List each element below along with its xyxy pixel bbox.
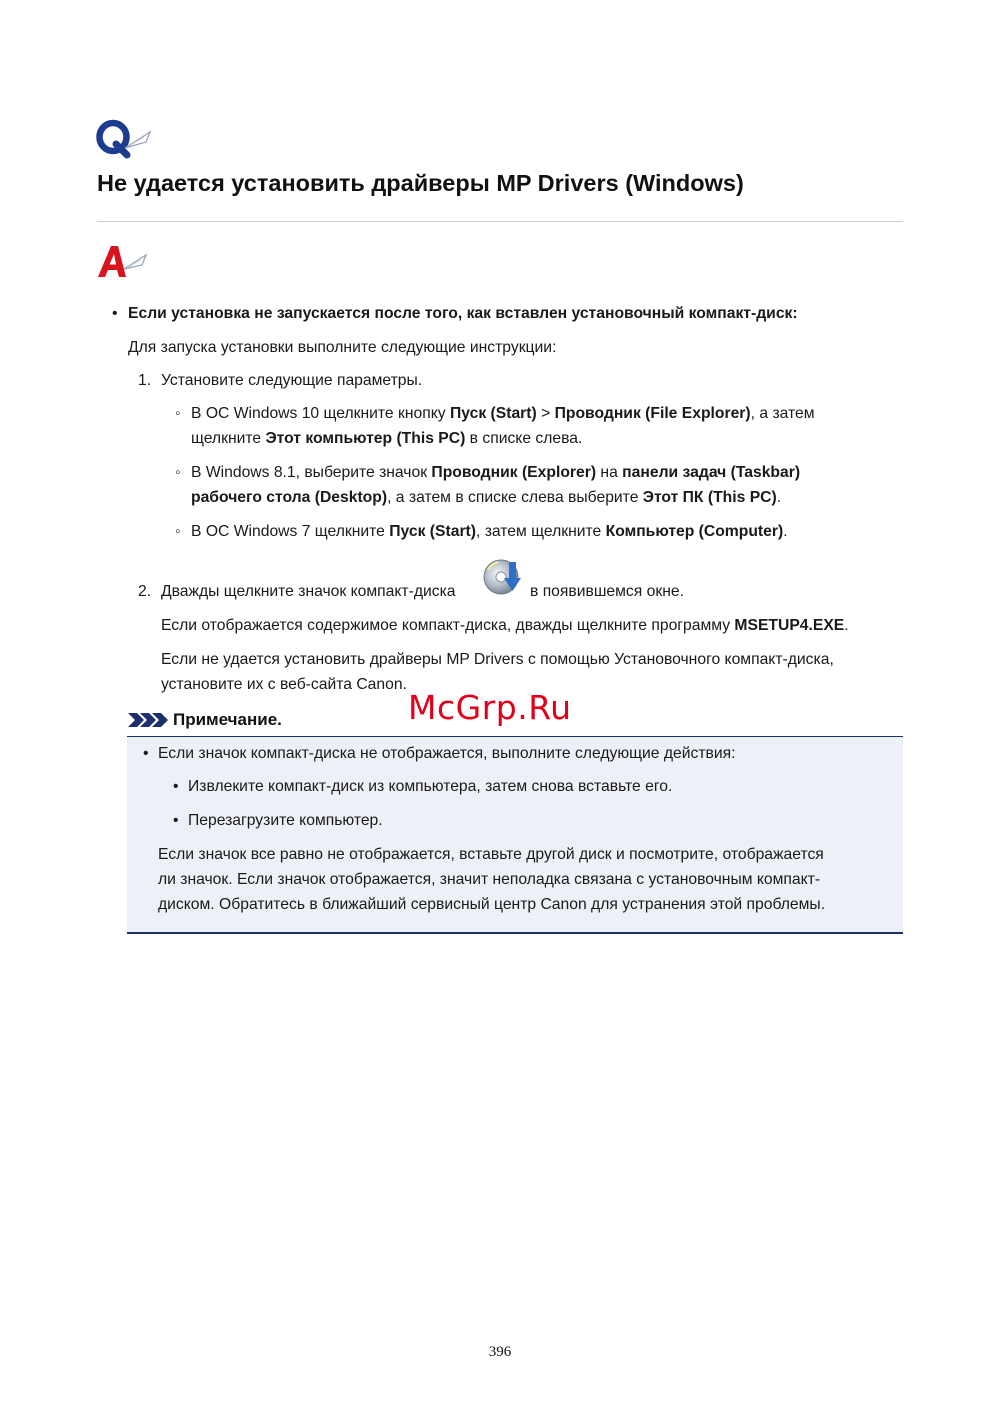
title-divider (97, 221, 903, 222)
note-bullet-mark: • (143, 745, 149, 762)
step2-text-before: Дважды щелкните значок компакт-диска (161, 583, 456, 600)
note-sub-bullet-mark: • (173, 778, 179, 795)
step1-sub3-line: В ОС Windows 7 щелкните Пуск (Start), затем щелкните Компьютер (Computer). (191, 523, 788, 540)
a-letter-icon (96, 243, 152, 279)
sub-bullet-mark: ◦ (175, 523, 181, 540)
step1-sub2-line1: В Windows 8.1, выберите значок Проводник (Explorer) на панели задач (Taskbar) (191, 464, 801, 481)
note-item1: Если значок компакт-диска не отображается, выполните следующие действия: (158, 745, 736, 762)
page-number: 396 (488, 1344, 512, 1360)
main-bullet-mark: • (112, 305, 118, 322)
cd-disc-icon (482, 556, 526, 600)
note-sub-bullet-mark: • (173, 812, 179, 829)
watermark: McGrp.Ru (408, 688, 572, 727)
step2-text-after: в появившемся окне. (530, 583, 684, 600)
step2-para1: Если отображается содержимое компакт-диска, дважды щелкните программу MSETUP4.EXE. (161, 617, 849, 634)
step1-sub2-line2: рабочего стола (Desktop), а затем в списке слева выберите Этот ПК (This PC). (191, 489, 782, 506)
note-heading: Примечание. (173, 710, 282, 729)
q-letter-icon (96, 118, 156, 160)
step2-number: 2. (138, 583, 152, 600)
note-para-line2: ли значок. Если значок отображается, значит неполадка связана с установочным компакт- (158, 871, 821, 888)
note-sub1: Извлеките компакт-диск из компьютера, затем снова вставьте его. (188, 778, 673, 795)
step1-text: Установите следующие параметры. (161, 372, 423, 389)
page-title: Не удается установить драйверы MP Drivers (Windows) (97, 170, 744, 196)
intro-text: Для запуска установки выполните следующие инструкции: (128, 339, 557, 356)
step2-para2-line2: установите их с веб-сайта Canon. (161, 676, 407, 693)
sub-bullet-mark: ◦ (175, 405, 181, 422)
sub-bullet-mark: ◦ (175, 464, 181, 481)
note-arrows-icon (128, 712, 170, 728)
note-para-line3: диском. Обратитесь в ближайший сервисный центр Canon для устранения этой проблемы. (158, 896, 826, 913)
note-sub2: Перезагрузите компьютер. (188, 812, 383, 829)
step1-sub1-line2: щелкните Этот компьютер (This PC) в списке слева. (191, 430, 583, 447)
step1-number: 1. (138, 372, 152, 389)
main-bullet-heading: Если установка не запускается после того, как вставлен установочный компакт-диск: (128, 305, 798, 322)
note-para-line1: Если значок все равно не отображается, вставьте другой диск и посмотрите, отображается (158, 846, 824, 863)
step1-sub1-line1: В ОС Windows 10 щелкните кнопку Пуск (Start) > Проводник (File Explorer), а затем (191, 405, 815, 422)
step2-para2-line1: Если не удается установить драйверы MP Drivers с помощью Установочного компакт-диска, (161, 651, 834, 668)
